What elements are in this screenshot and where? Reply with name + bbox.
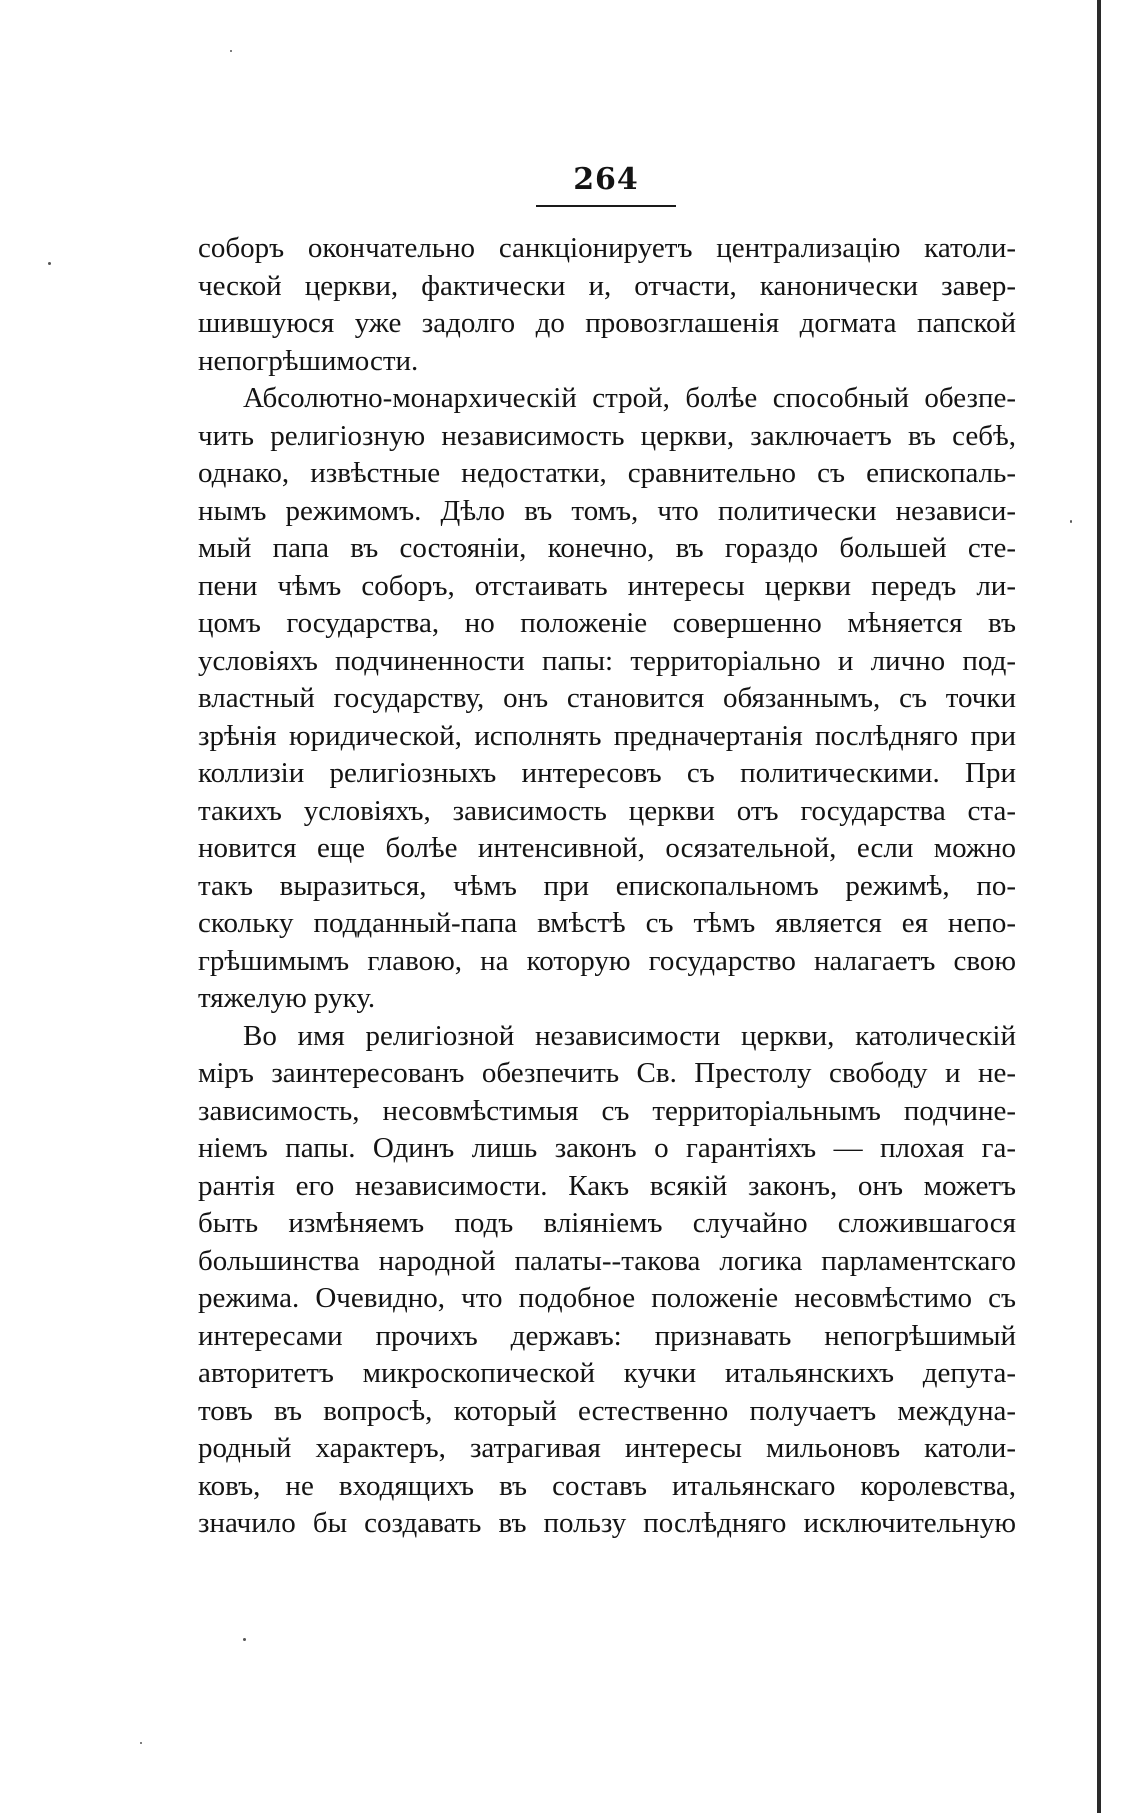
- text-line: зависимость, несовмѣстимыя съ территоріальнымъ подчине-: [198, 1094, 1016, 1127]
- header-rule: [536, 205, 676, 207]
- text-line: однако, извѣстные недостатки, сравнительно съ епископаль-: [198, 457, 1016, 489]
- text-line: значило бы создавать въ пользу послѣдняго исключительную: [198, 1507, 1016, 1539]
- text-line: грѣшимымъ главою, на которую государство налагаетъ свою: [198, 944, 1016, 977]
- page-edge-rule: [1097, 0, 1101, 1813]
- print-speck: [140, 1742, 142, 1744]
- text-line: непогрѣшимости.: [198, 344, 419, 377]
- text-line: режима. Очевидно, что подобное положеніе несовмѣстимо съ: [198, 1282, 1016, 1314]
- body-text: [198, 230, 1016, 1543]
- page-number: 264: [573, 162, 639, 197]
- print-speck: [48, 262, 51, 265]
- print-speck: [230, 50, 232, 52]
- text-line: родный характеръ, затрагивая интересы мильоновъ католи-: [198, 1432, 1016, 1464]
- text-line: условіяхъ подчиненности папы: территоріально и лично под-: [198, 644, 1016, 677]
- paragraph: [198, 380, 1016, 1018]
- paragraph: [198, 230, 1016, 380]
- text-line: такихъ условіяхъ, зависимость церкви отъ государства ста-: [198, 794, 1016, 827]
- text-line: товъ въ вопросѣ, который естественно получаетъ междуна-: [198, 1394, 1016, 1427]
- text-line: скольку подданный-папа вмѣстѣ съ тѣмъ является ея непо-: [198, 907, 1016, 939]
- text-line: Во имя религіозной независимости церкви, католическій: [243, 1019, 1016, 1052]
- text-line: зрѣнія юридической, исполнять предначертанія послѣдняго при: [198, 719, 1016, 752]
- print-speck: [1070, 520, 1072, 523]
- text-line: рантія его независимости. Какъ всякій законъ, онъ можетъ: [198, 1169, 1016, 1202]
- text-line: властный государству, онъ становится обязаннымъ, съ точки: [198, 682, 1016, 714]
- text-line: такъ выразиться, чѣмъ при епископальномъ режимѣ, по-: [198, 869, 1016, 902]
- text-line: интересами прочихъ державъ: признавать непогрѣшимый: [198, 1319, 1016, 1352]
- text-line: ніемъ папы. Одинъ лишь законъ о гарантіяхъ — плохая га-: [198, 1132, 1016, 1164]
- text-line: новится еще болѣе интенсивной, осязательной, если можно: [198, 832, 1016, 864]
- text-line: пени чѣмъ соборъ, отстаивать интересы церкви передъ ли-: [198, 569, 1016, 602]
- text-line: большинства народной палаты--такова логика парламентскаго: [198, 1244, 1016, 1277]
- text-line: Абсолютно-монархическій строй, болѣе способный обезпе-: [243, 382, 1016, 414]
- text-line: ковъ, не входящихъ въ составъ итальянскаго королевства,: [198, 1469, 1016, 1502]
- text-line: мый папа въ состояніи, конечно, въ гораздо большей сте-: [198, 532, 1016, 564]
- text-line: міръ заинтересованъ обезпечить Св. Престолу свободу и не-: [198, 1057, 1016, 1089]
- text-line: нымъ режимомъ. Дѣло въ томъ, что политически независи-: [198, 494, 1016, 527]
- text-line: шившуюся уже задолго до провозглашенія догмата папской: [198, 307, 1016, 339]
- print-speck: [243, 1638, 246, 1641]
- paragraph: [198, 1018, 1016, 1543]
- text-line: тяжелую руку.: [198, 982, 376, 1014]
- text-line: чить религіозную независимость церкви, заключаетъ въ себѣ,: [198, 419, 1016, 452]
- text-line: ческой церкви, фактически и, отчасти, канонически завер-: [198, 269, 1016, 302]
- text-line: цомъ государства, но положеніе совершенно мѣняется въ: [198, 607, 1016, 639]
- text-line: авторитетъ микроскопической кучки итальянскихъ депута-: [198, 1357, 1016, 1389]
- text-line: быть измѣняемъ подъ вліяніемъ случайно сложившагося: [198, 1207, 1016, 1239]
- text-line: коллизіи религіозныхъ интересовъ съ политическими. При: [198, 757, 1016, 789]
- text-line: соборъ окончательно санкціонируетъ централизацію католи-: [198, 232, 1016, 264]
